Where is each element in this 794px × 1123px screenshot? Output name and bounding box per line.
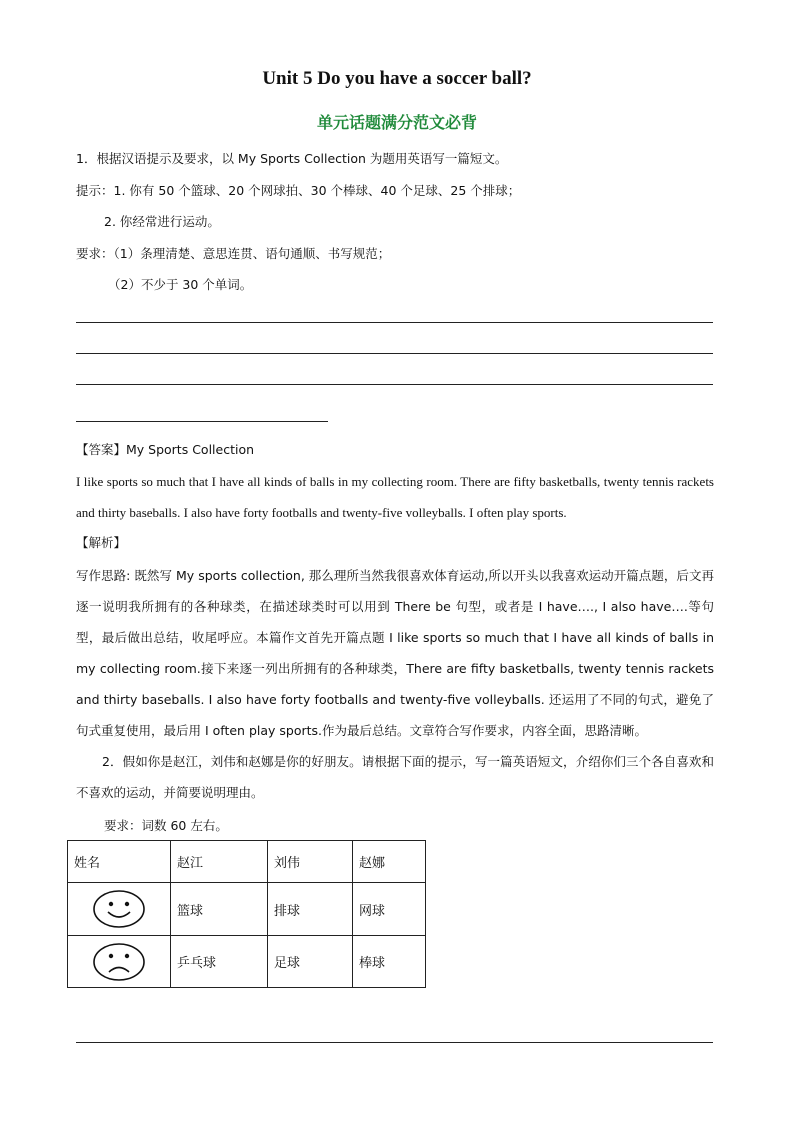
- like-icon-cell: [68, 883, 171, 936]
- task1-prompt: 1．根据汉语提示及要求，以 My Sports Collection 为题用英语写一篇短文。: [76, 151, 508, 166]
- task1-requirement-1: 要求：（1）条理清楚、意思连贯、语句通顺、书写规范；: [76, 246, 391, 261]
- frowning-face-icon: [92, 942, 146, 982]
- sports-table: [67, 840, 426, 988]
- analysis-label: 【解析】: [76, 535, 127, 550]
- page-title: Unit 5 Do you have a soccer ball?: [262, 68, 532, 89]
- table-header-row: [68, 841, 426, 883]
- table-cell: 篮球: [171, 883, 268, 936]
- table-cell: 排球: [268, 883, 353, 936]
- writing-line: [76, 353, 713, 354]
- writing-line: [76, 322, 713, 323]
- writing-line: [76, 1042, 713, 1043]
- task1-hint-1: 提示：1. 你有 50 个篮球、20 个网球拍、30 个棒球、40 个足球、25 个排球；: [76, 183, 521, 198]
- smiling-face-icon: [92, 889, 146, 929]
- table-cell: 网球: [353, 883, 426, 936]
- task2-requirement: 要求：词数 60 左右。: [104, 818, 228, 833]
- table-cell: 足球: [268, 936, 353, 988]
- answer-text: I like sports so much that I have all kinds of balls in my collecting room. There are fifty basketballs, twenty tennis rackets and thirty baseballs. I also have forty footballs and twenty-five volleyballs. I often play sports.: [76, 474, 714, 520]
- table-header-cell: 姓名: [68, 841, 171, 883]
- table-header-cell: 赵江: [171, 841, 268, 883]
- answer-label: 【答案】My Sports Collection: [76, 442, 255, 457]
- table-header-cell: 刘伟: [268, 841, 353, 883]
- table-header-cell: 赵娜: [353, 841, 426, 883]
- analysis-text: 写作思路: 既然写 My sports collection, 那么理所当然我很喜欢体育运动,所以开头以我喜欢运动开篇点题，后文再逐一说明我所拥有的各种球类，在描述球类时可以用到 There be 句型，或者是 I have…., I also have….等句型，最后做出总结，收尾呼应。本篇作文首先开篇点题 I like sports so much that I have all kinds of balls in my collecting room.接下来逐一列出所拥有的各种球类，There are fifty basketballs, twenty tennis rackets and thirty baseballs. I also have forty footballs and twenty-five volleyballs. 还运用了不同的句式，避免了句式重复使用，最后用 I often play sports.作为最后总结。文章符合写作要求，内容全面，思路清晰。: [76, 568, 714, 738]
- task2-prompt: 2．假如你是赵江，刘伟和赵娜是你的好朋友。请根据下面的提示，写一篇英语短文，介绍你们三个各自喜欢和不喜欢的运动，并简要说明理由。: [76, 754, 714, 800]
- table-cell: 乒乓球: [171, 936, 268, 988]
- writing-line-short: [76, 421, 328, 422]
- dislike-icon-cell: [68, 936, 171, 988]
- task1-hint-2: 2. 你经常进行运动。: [104, 214, 220, 229]
- table-cell: 棒球: [353, 936, 426, 988]
- page-subtitle: 单元话题满分范文必背: [316, 113, 477, 132]
- task1-requirement-2: （2）不少于 30 个单词。: [108, 277, 253, 292]
- table-row-dislike: [68, 936, 426, 988]
- table-row-like: [68, 883, 426, 936]
- writing-line: [76, 384, 713, 385]
